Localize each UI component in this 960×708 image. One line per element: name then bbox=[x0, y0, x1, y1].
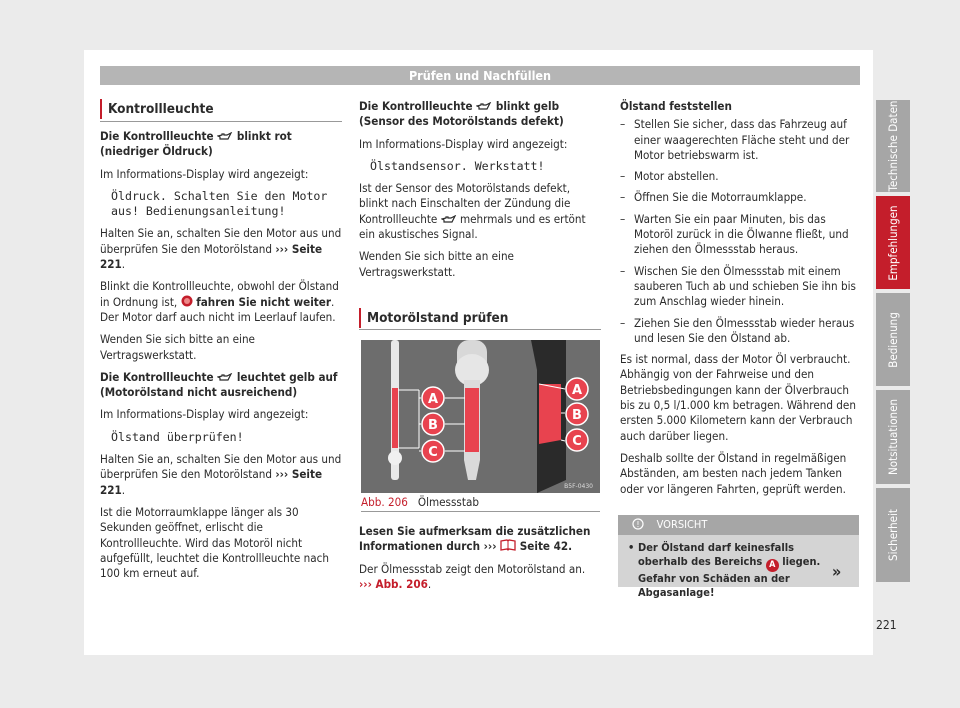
column-2 bbox=[359, 99, 601, 287]
step-item: – Öffnen Sie die Motorraumklappe. bbox=[620, 190, 807, 205]
display-message: Öldruck. Schalten Sie den Motor aus! Bedienungsanleitung! bbox=[111, 188, 328, 219]
page-ref-link[interactable]: ››› Seite 221 bbox=[100, 241, 323, 272]
dipstick-illustration bbox=[361, 340, 600, 493]
paragraph: Ist die Motorraumklappe länger als 30 Sekunden geöffnet, erlischt die Kontrollleuchte. Wird das Motoröl nicht aufgefüllt, leuchtet die Kontrollleuchte nach 100 km erneut auf. bbox=[100, 504, 329, 581]
column-1 bbox=[100, 129, 342, 588]
section-marker bbox=[359, 308, 361, 328]
warning-icon bbox=[632, 518, 644, 530]
caution-title: VORSICHT bbox=[656, 518, 708, 531]
caution-body: • Der Ölstand darf keinesfalls oberhalb des Bereichs A liegen. Gefahr von Schäden an der Abgasanlage! bbox=[628, 541, 821, 599]
section-rule bbox=[100, 121, 342, 122]
paragraph: Halten Sie an, schalten Sie den Motor aus und überprüfen Sie den Motorölstand ››› Seite 221. bbox=[100, 226, 342, 272]
label-c: C bbox=[572, 434, 582, 449]
tab-empfehlungen[interactable]: Empfehlungen bbox=[876, 196, 910, 289]
page-ref-link[interactable]: ››› Seite 221 bbox=[100, 467, 323, 497]
step-item: – Motor abstellen. bbox=[620, 169, 719, 184]
tab-bedienung[interactable]: Bedienung bbox=[876, 293, 910, 386]
column-2-bottom bbox=[359, 524, 601, 599]
section-marker bbox=[100, 99, 102, 119]
oil-can-icon bbox=[217, 373, 233, 382]
oil-can-icon bbox=[441, 215, 457, 224]
steps-heading: Ölstand feststellen bbox=[620, 99, 732, 113]
step-item: – Warten Sie ein paar Minuten, bis das Motoröl zurück in die Ölwanne fließt, und ziehen den Ölmessstab heraus. bbox=[620, 211, 849, 257]
caption-text: Ölmessstab bbox=[417, 495, 479, 509]
section-rule bbox=[359, 329, 601, 330]
page-number: 221 bbox=[876, 618, 897, 632]
dipstick-figure bbox=[361, 340, 600, 493]
oil-can-icon bbox=[217, 132, 233, 141]
display-message: Ölstand überprüfen! bbox=[111, 429, 244, 444]
page-header: Prüfen und Nachfüllen bbox=[100, 66, 860, 85]
step-item: – Ziehen Sie den Ölmessstab wieder heraus und lesen Sie den Ölstand ab. bbox=[620, 315, 855, 345]
paragraph: Wenden Sie sich bitte an eine Vertragswerkstatt. bbox=[359, 249, 514, 279]
paragraph: Deshalb sollte der Ölstand in regelmäßigen Abständen, am besten nach jedem Tanken oder vor längeren Fahrten, geprüft werden. bbox=[620, 450, 847, 496]
caption-number: Abb. 206 bbox=[361, 495, 408, 509]
paragraph: Es ist normal, dass der Motor Öl verbraucht. Abhängig von der Fahrweise und den Betriebsbedingungen kann der Ölverbrauch bis zu 0,5 l/1.000 km betragen. Während den ersten 5.000 Kilometern kann der Verbrauch auch darüber liegen. bbox=[620, 352, 856, 443]
section-title-motoroelstand: Motorölstand prüfen bbox=[367, 310, 509, 326]
display-message: Ölstandsensor. Werkstatt! bbox=[370, 158, 545, 173]
read-note: Lesen Sie aufmerksam die zusätzlichen Informationen durch ››› Seite 42. bbox=[359, 524, 591, 554]
display-label: Im Informations-Display wird angezeigt: bbox=[359, 136, 568, 151]
label-a: A bbox=[571, 383, 583, 398]
caption-rule bbox=[361, 511, 600, 512]
book-icon bbox=[500, 539, 516, 551]
label-a: A bbox=[427, 392, 439, 407]
figure-caption bbox=[361, 495, 479, 509]
step-item: – Stellen Sie sicher, dass das Fahrzeug auf einer waagerechten Fläche steht und der Motor betriebswarm ist. bbox=[620, 117, 850, 162]
column-3 bbox=[620, 99, 860, 504]
heading-yellow-on: Die Kontrollleuchte leuchtet gelb auf (Motorölstand nicht ausreichend) bbox=[100, 369, 338, 400]
arrow-ref[interactable]: ››› bbox=[483, 539, 497, 554]
label-a-badge: A bbox=[766, 559, 779, 572]
heading-yellow-blink: Die Kontrollleuchte blinkt gelb (Sensor des Motorölstands defekt) bbox=[359, 99, 564, 129]
display-label: Im Informations-Display wird angezeigt: bbox=[100, 407, 309, 422]
paragraph: Blinkt die Kontrollleuchte, obwohl der Ölstand in Ordnung ist, fahren Sie nicht weiter. Der Motor darf auch nicht im Leerlauf laufen. bbox=[100, 279, 339, 324]
heading-red-blink: Die Kontrollleuchte blinkt rot (niedriger Öldruck) bbox=[100, 129, 292, 159]
figure-ref-link[interactable]: ››› Abb. 206 bbox=[359, 576, 428, 591]
label-c: C bbox=[428, 445, 438, 460]
paragraph: Der Ölmessstab zeigt den Motorölstand an. ››› Abb. 206. bbox=[359, 561, 586, 591]
svg-text:!: ! bbox=[636, 520, 640, 529]
figure-code: B5F-0430 bbox=[564, 483, 593, 490]
label-b: B bbox=[428, 418, 438, 433]
oil-can-icon bbox=[476, 102, 492, 111]
paragraph: Wenden Sie sich bitte an eine Vertragswerkstatt. bbox=[100, 332, 255, 362]
paragraph: Ist der Sensor des Motorölstands defekt, blinkt nach Einschalten der Zündung die Kontrollleuchte mehrmals und es ertönt ein akustisches Signal. bbox=[359, 181, 586, 242]
caution-header bbox=[618, 515, 859, 535]
display-label: Im Informations-Display wird angezeigt: bbox=[100, 166, 309, 181]
paragraph: Halten Sie an, schalten Sie den Motor aus und überprüfen Sie den Motorölstand ››› Seite 221. bbox=[100, 452, 342, 497]
tab-sicherheit[interactable]: Sicherheit bbox=[876, 488, 910, 582]
label-b: B bbox=[572, 408, 582, 423]
continue-marker: » bbox=[832, 562, 842, 581]
stop-icon bbox=[181, 295, 193, 307]
step-item: – Wischen Sie den Ölmessstab mit einem sauberen Tuch ab und schieben Sie ihn bis zum Anschlag wieder hinein. bbox=[620, 263, 856, 309]
tab-notsituationen[interactable]: Notsituationen bbox=[876, 390, 910, 484]
section-title-kontrollleuchte: Kontrollleuchte bbox=[108, 101, 214, 117]
tab-technische-daten[interactable]: Technische Daten bbox=[876, 100, 910, 192]
caution-box bbox=[618, 515, 859, 599]
